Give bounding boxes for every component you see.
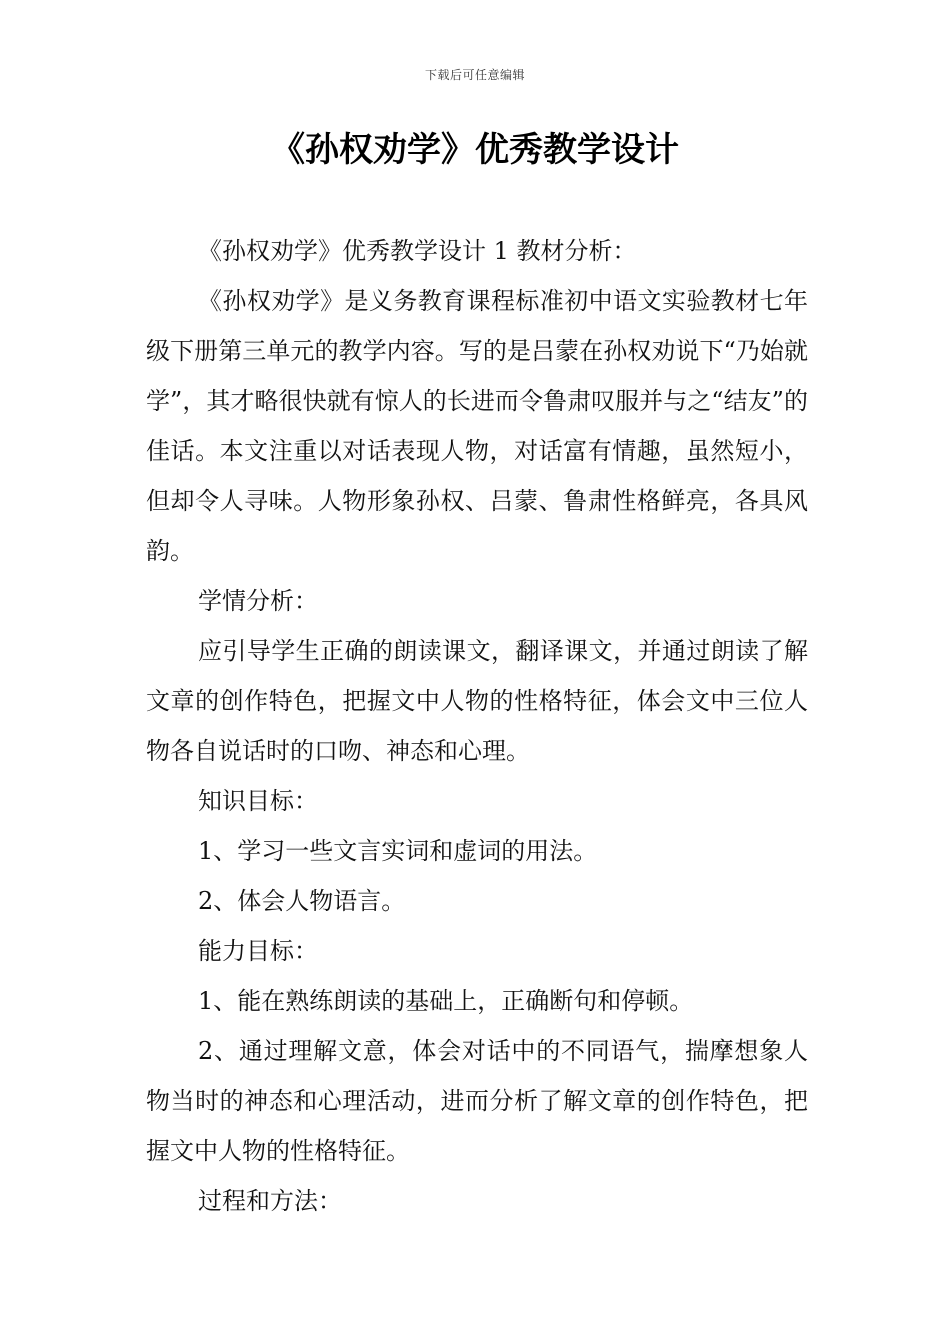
header-note: 下载后可任意编辑 — [424, 68, 525, 82]
paragraph: 1、能在熟练朗读的基础上，正确断句和停顿。 — [198, 987, 694, 1015]
paragraph: 学情分析： — [198, 587, 318, 615]
paragraph: 过程和方法： — [198, 1187, 342, 1215]
paragraph: 2、体会人物语言。 — [198, 887, 406, 915]
paragraph: 2、通过理解文意，体会对话中的不同语气，揣摩想象人物当时的神态和心理活动，进而分析了解文章的创作特色，把握文中人物的性格特征。 — [146, 1037, 808, 1165]
document-title: 《孙权劝学》优秀教学设计 — [271, 130, 679, 170]
paragraph: 1、学习一些文言实词和虚词的用法。 — [198, 837, 598, 865]
paragraph: 知识目标： — [198, 787, 318, 815]
paragraph: 《孙权劝学》是义务教育课程标准初中语文实验教材七年级下册第三单元的教学内容。写的是吕蒙在孙权劝说下“乃始就学”，其才略很快就有惊人的长进而令鲁肃叹服并与之“结友”的佳话。本文注重以对话表现人物，对话富有情趣，虽然短小，但却令人寻味。人物形象孙权、吕蒙、鲁肃性格鲜亮，各具风韵。 — [146, 287, 808, 565]
document-body — [146, 226, 808, 1226]
paragraph: 应引导学生正确的朗读课文，翻译课文，并通过朗读了解文章的创作特色，把握文中人物的性格特征，体会文中三位人物各自说话时的口吻、神态和心理。 — [146, 637, 808, 765]
paragraph: 能力目标： — [198, 937, 318, 965]
paragraph: 《孙权劝学》优秀教学设计 1 教材分析： — [198, 237, 637, 265]
